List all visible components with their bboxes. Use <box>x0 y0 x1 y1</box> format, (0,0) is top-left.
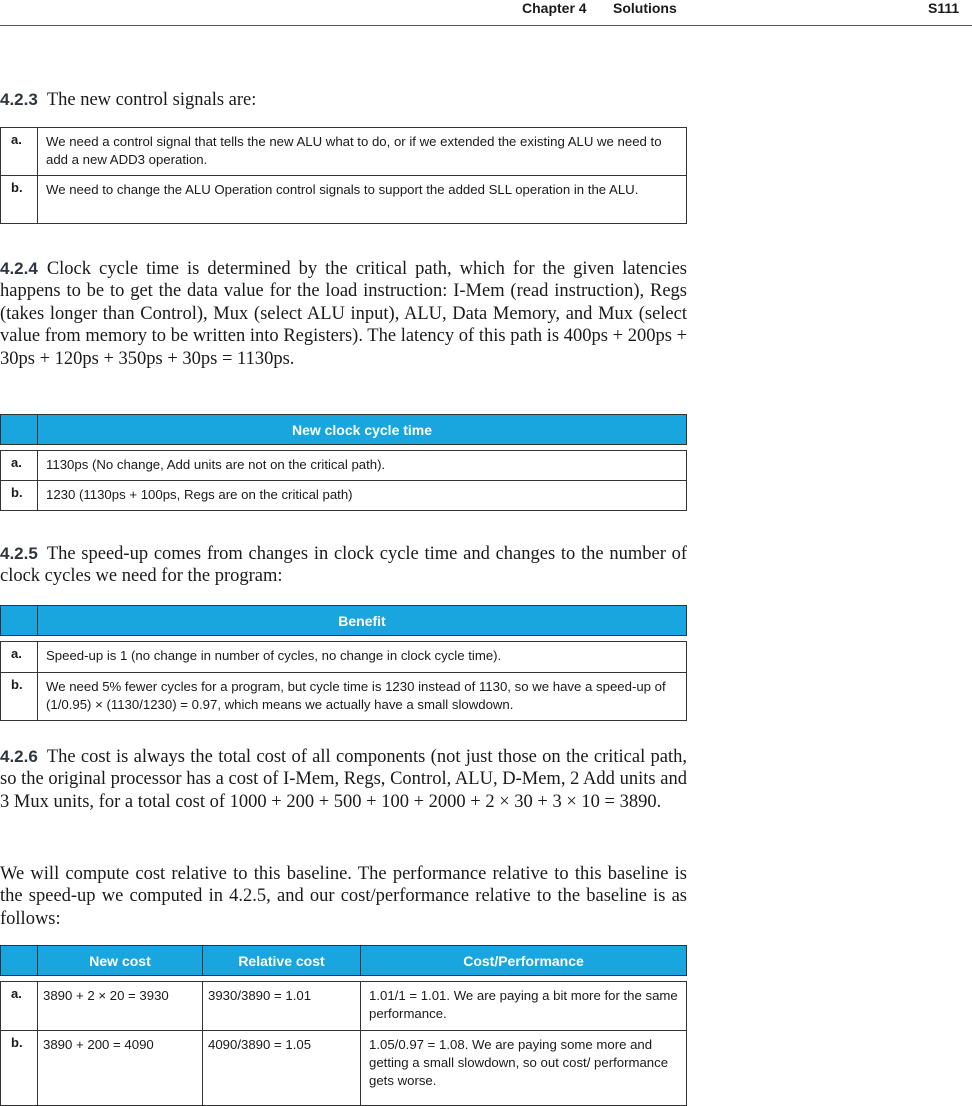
row-label: b. <box>1 1031 38 1106</box>
column-header-relative-cost: Relative cost <box>203 946 361 976</box>
cost-performance-cell: 1.01/1 = 1.01. We are paying a bit more for the same performance. <box>361 982 687 1031</box>
row-label: b. <box>1 481 38 511</box>
section-4-2-4-paragraph <box>0 258 687 370</box>
table-header-row <box>1 946 687 976</box>
header-empty-cell <box>1 946 38 976</box>
table-row <box>1 982 687 1031</box>
section-number: 4.2.6 <box>0 747 38 766</box>
table-row <box>1 451 687 481</box>
section-number: 4.2.5 <box>0 544 38 563</box>
relative-cost-cell: 4090/3890 = 1.05 <box>203 1031 361 1106</box>
table-row <box>1 176 687 224</box>
table-row <box>1 481 687 511</box>
paragraph-text: The new control signals are: <box>46 90 257 110</box>
control-signals-table <box>0 127 687 224</box>
header-empty-cell <box>1 415 38 445</box>
row-label: b. <box>1 176 38 224</box>
row-label: a. <box>1 451 38 481</box>
table-row <box>1 1031 687 1106</box>
row-label: b. <box>1 673 38 721</box>
column-header: New clock cycle time <box>38 415 687 445</box>
section-4-2-3-paragraph <box>0 89 687 111</box>
row-label: a. <box>1 642 38 673</box>
header-page-number: S111 <box>928 0 960 16</box>
row-text: We need 5% fewer cycles for a program, but cycle time is 1230 instead of 1130, so we have a speed-up of (1/0.95) × (1130/1230) = 0.97, which means we actually have a small slowdown. <box>38 673 687 721</box>
cost-performance-cell: 1.05/0.97 = 1.08. We are paying some more and getting a small slowdown, so out cost/ performance gets worse. <box>361 1031 687 1106</box>
table-row <box>1 642 687 673</box>
header-chapter: Chapter 4 <box>522 0 587 16</box>
column-header: Benefit <box>38 606 687 636</box>
table-row <box>1 673 687 721</box>
section-number: 4.2.3 <box>0 90 38 109</box>
clock-cycle-table <box>0 414 687 511</box>
row-text: Speed-up is 1 (no change in number of cycles, no change in clock cycle time). <box>38 642 687 673</box>
section-number: 4.2.4 <box>0 259 38 278</box>
row-text: 1230 (1130ps + 100ps, Regs are on the critical path) <box>38 481 687 511</box>
table-header-row <box>1 415 687 445</box>
paragraph-text: The speed-up comes from changes in clock cycle time and changes to the number of clock cycles we need for the program: <box>0 544 687 587</box>
section-4-2-5-paragraph <box>0 543 687 588</box>
table-row <box>1 128 687 176</box>
new-cost-cell: 3890 + 2 × 20 = 3930 <box>38 982 203 1031</box>
page-header <box>0 0 972 26</box>
baseline-paragraph: We will compute cost relative to this baseline. The performance relative to this baseline is the speed-up we computed in 4.2.5, and our cost/performance relative to the baseline is as follows: <box>0 864 687 929</box>
section-4-2-6-paragraph <box>0 746 687 813</box>
row-label: a. <box>1 128 38 176</box>
column-header-cost-performance: Cost/Performance <box>361 946 687 976</box>
row-label: a. <box>1 982 38 1031</box>
paragraph-text: Clock cycle time is determined by the critical path, which for the given latencies happens to be to get the data value for the load instruction: I-Mem (read instruction), Regs (takes longer than Control), Mux (select ALU input), ALU, Data Memory, and Mux (select value from memory to be written into Registers). The latency of this path is 400ps + 200ps + 30ps + 120ps + 350ps + 30ps = 1130ps. <box>0 259 687 369</box>
table-header-row <box>1 606 687 636</box>
new-cost-cell: 3890 + 200 = 4090 <box>38 1031 203 1106</box>
relative-cost-cell: 3930/3890 = 1.01 <box>203 982 361 1031</box>
paragraph-text: The cost is always the total cost of all components (not just those on the critical path, so the original processor has a cost of I-Mem, Regs, Control, ALU, D-Mem, 2 Add units and 3 Mux units, for a total cost of 1000 + 200 + 500 + 100 + 2000 + 2 × 30 + 3 × 10 = 3890. <box>0 747 687 812</box>
header-empty-cell <box>1 606 38 636</box>
header-section: Solutions <box>613 0 677 16</box>
column-header-new-cost: New cost <box>38 946 203 976</box>
cost-performance-table <box>0 945 687 1106</box>
benefit-table <box>0 605 687 721</box>
row-text: We need to change the ALU Operation control signals to support the added SLL operation in the ALU. <box>38 176 687 224</box>
row-text: 1130ps (No change, Add units are not on the critical path). <box>38 451 687 481</box>
row-text: We need a control signal that tells the new ALU what to do, or if we extended the existing ALU we need to add a new ADD3 operation. <box>38 128 687 176</box>
